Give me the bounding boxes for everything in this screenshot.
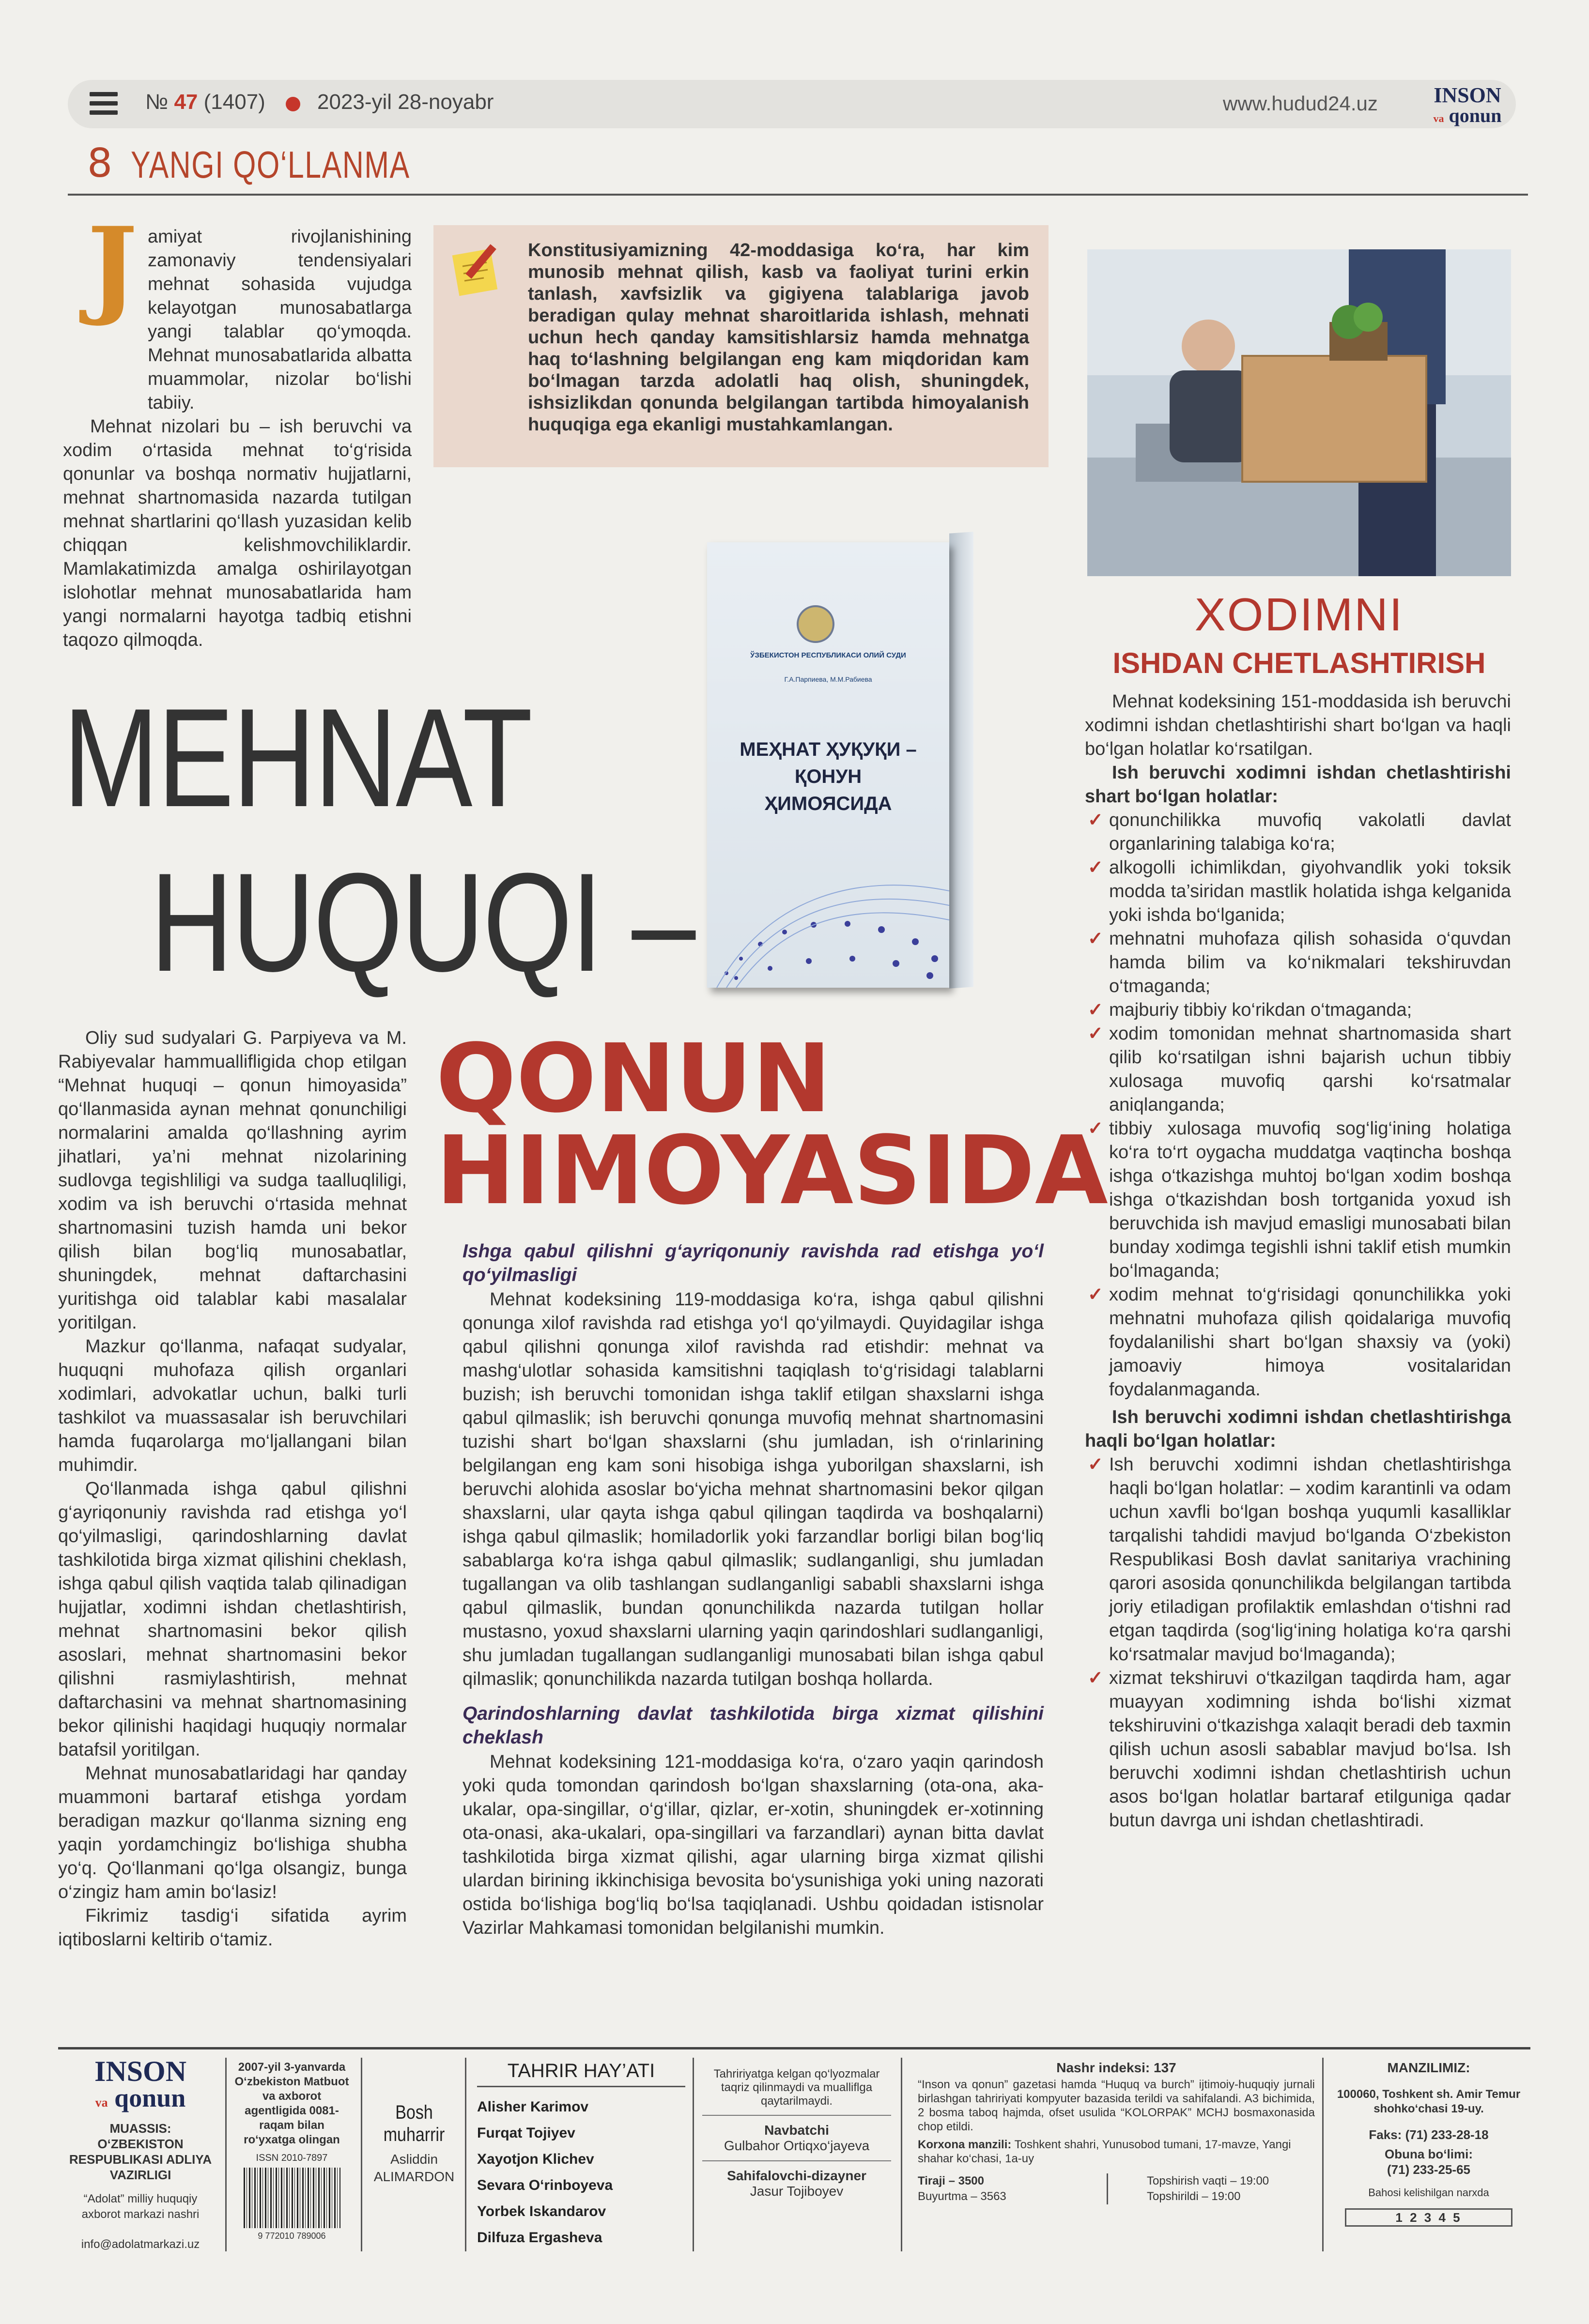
footer-logo-block: INSON va qonun MUASSIS: O‘ZBEKISTON RESPUBLIKASI ADLIYA VAZIRLIGI “Adolat” milliy huquqiy axborot markazi nashri info@adolatmarkazi.uz	[69, 2055, 212, 2251]
check-item: ✓ xodim mehnat to‘g‘risidagi qonunchilikka yoki mehnatni muhofaza qilish qoidalariga muvofiq foydalanilishi shart bo‘lgan shaxsiy va (yoki) jamoaviy himoya vositalaridan foydalanmaganda.	[1085, 1283, 1511, 1402]
website-url: www.hudud24.uz	[1223, 92, 1378, 115]
right-column-text: Mehnat kodeksining 151-moddasida ish beruvchi xodimni ishdan chetlashtirishi shart bo‘lgan va haqli bo‘lgan holatlar ko‘rsatilgan. Ish beruvchi xodimni ishdan chetlashtirishi shart bo‘lgan holatlar: ✓ qonunchilikka muvofiq vakolatli davlat organlarining talabiga ko‘ra; ✓ alkogolli ichimlikdan, giyohvandlik yoki toksik modda ta’siridan mastlik holatida ishga kelganida yoki ishda bo‘lganida; ✓ mehnatni muhofaza qilish sohasida o‘quvdan hamda bilim va ko‘nikmalari tekshiruvdan o‘tmaganda; ✓ majburiy tibbiy ko‘rikdan o‘tmaganda; ✓ xodim tomonidan mehnat shartnomasida shart qilib ko‘rsatilgan ishni bajarish uchun tibbiy xulosaga muvofiq qarshi ko‘rsatmalar aniqlanganda; ✓ tibbiy xulosaga muvofiq sog‘lig‘ining holatiga ko‘ra to‘rt oygacha muddatga vaqtincha boshqa ishga o‘tkazishga muhtoj bo‘lgan xodim boshqa ishga o‘tkazishdan bosh tortganida yoxud ish beruvchida ish mavjud emasligi munosabati bilan bunday xodimga tegishli ishni taklif etish mumkin bo‘lmaganda; ✓ xodim mehnat to‘g‘risidagi qonunchilikka yoki mehnatni muhofaza qilish qoidalariga muvofiq foydalanilishi shart bo‘lgan shaxsiy va (yoki) jamoaviy himoya vositalaridan foydalanmaganda. Ish beruvchi xodimni ishdan chetlashtirishga haqli bo‘lgan holatlar: ✓ Ish beruvchi xodimni ishdan chetlashtirishga haqli bo‘lgan holatlar: – xodim karantinli va odam uchun xavfli bo‘lgan boshqa yuqumli kasalliklar tarqalishi tahdidi mavjud bo‘lganda O‘zbekiston Respublikasi Bosh davlat sanitariya vrachining qarori asosida qonunchilikda belgilangan tartibda joriy etiladigan profilaktik emlashdan o‘tishni rad etgan taqdirda (sog‘lig‘ining holatiga ko‘ra qarshi ko‘rsatmalar mavjud bo‘lmaganda); ✓ xizmat tekshiruvi o‘tkazilgan taqdirda ham, agar muayyan xodimning ishda bo‘lishi xizmat tekshiruvini o‘tkazishga xalaqit beradi deb taxmin qilish uchun asosli sabablar mavjud bo‘lsa. Ish beruvchi xodimni ishdan chetlashtirish uchun asos bo‘lgan holatlar bartaraf etilguniga qadar butun davrga uni ishdan chetlashtiradi.	[1085, 690, 1511, 1833]
barcode-image	[244, 2168, 340, 2228]
sidebar-title-2: ISHDAN CHETLASHTIRISH	[1112, 647, 1486, 679]
check-item: ✓ xodim tomonidan mehnat shartnomasida shart qilib ko‘rsatilgan ishni bajarish uchun tibbiy xulosaga muvofiq qarshi ko‘rsatmalar aniqlanganda;	[1085, 1022, 1511, 1117]
footer-rule	[58, 2047, 1530, 2049]
check-item: ✓ qonunchilikka muvofiq vakolatli davlat organlarining talabiga ko‘ra;	[1085, 809, 1511, 856]
title-line-4: HIMOYASIDA	[436, 1116, 1108, 1225]
weekday-box: 1 2 3 4 5	[1345, 2208, 1512, 2227]
check-item: ✓ majburiy tibbiy ko‘rikdan o‘tmaganda;	[1085, 998, 1511, 1022]
emblem-icon	[797, 605, 834, 643]
footer-separator	[1322, 2058, 1324, 2251]
print-info-block: Nashr indeksi: 137 “Inson va qonun” gazetasi hamda “Huquq va burch” ijtimoiy-huquqiy jurnali birlashgan tahririyati kompyuter bazasida terildi va sahifalandi. A3 bichimida, 2 bosma taboq hajmda, ofset usulida “KOLORPAK” MCHJ bosmaxonasida chop etildi. Korxona manzili: Toshkent shahri, Yunusobod tumani, 17-mavze, Yangi shahar ko‘chasi, 1a-uy Tiraji – 3500 Buyurtma – 3563 Topshirish vaqti – 19:00 Topshirildi – 19:00	[918, 2060, 1315, 2204]
section-title: YANGI QO‘LLANMA	[131, 143, 410, 186]
contact-block: MANZILIMIZ: 100060, Toshkent sh. Amir Temur shohko‘chasi 19-uy. Faks: (71) 233-28-18 Obuna bo‘limi: (71) 233-25-65 Bahosi kelishilgan narxda 1 2 3 4 5	[1334, 2060, 1523, 2227]
issue-number: № 47 (1407)	[145, 90, 265, 114]
title-line-2: HUQUQI –	[150, 844, 694, 1001]
newspaper-logo: INSON va qonun	[1433, 83, 1502, 126]
subheading-2: Qarindoshlarning davlat tashkilotida birga xizmat qilishini cheklash	[463, 1703, 1044, 1748]
check-item: ✓ xizmat tekshiruvi o‘tkazilgan taqdirda ham, agar muayyan xodimning ishda bo‘lishi xizmat tekshiruvini o‘tkazishga xalaqit beradi deb taxmin qilish uchun asosli sabablar mavjud bo‘lsa. Ish beruvchi xodimni ishdan chetlashtirish uchun asos bo‘lgan holatlar bartaraf etilguniga qadar butun davrga uni ishdan chetlashtiradi.	[1085, 1667, 1511, 1833]
title-line-1: MEHNAT	[63, 679, 531, 836]
page-number: 8	[87, 140, 113, 186]
book-authors: Г.А.Парпиева, М.М.Рабиева	[784, 675, 872, 683]
footer-separator	[225, 2058, 227, 2251]
left-column-text: Oliy sud sudyalari G. Parpiyeva va M. Rabiyevalar hammuallifligida chop etilgan “Mehnat huquqi – qonun himoyasida” qo‘llanmasida aynan mehnat qonunchiligi normalarini amalda qo‘llashning ayrim jihatlari, ya’ni mehnat nizolarining sudlovga tegishliligi va sudga taalluqliligi, xodim va ish beruvchi o‘rtasida mehnat shartnomasini tuzish hamda uni bekor qilish bilan bog‘liq munosabatlar, shuningdek, mehnat daftarchasini yuritishga oid talablar kabi masalalar yoritilgan. Mazkur qo‘llanma, nafaqat sudyalar, huquqni muhofaza qilish organlari xodimlari, advokatlar uchun, balki turli tashkilot va muassasalar ish beruvchilari hamda fuqarolarga mo‘ljallangani bilan muhimdir. Qo‘llanmada ishga qabul qilishni g‘ayriqonuniy ravishda rad etishga yo‘l qo‘yilmasligi, qarindoshlarning davlat tashkilotida birga xizmat qilishini cheklash, ishga qabul qilish vaqtida talab qilinadigan hujjatlar, xodimni ishdan chetlashtirish, mehnat shartnomasini bekor qilish asoslari, mehnat shartnomasini bekor qilishni rasmiylashtirish, mehnat daftarchasini va mehnat shartnomasining bekor qilinishi haqidagi huquqiy normalar batafsil yoritilgan. Mehnat munosabatlaridagi har qanday muammoni bartaraf etishga yordam beradigan mazkur qo‘llanma sizning eng yaqin yordamchingiz bo‘lishiga shubha yo‘q. Qo‘llanmani qo‘lga olsangiz, bunga o‘zingiz ham amin bo‘lasiz! Fikrimiz tasdig‘i sifatida ayrim iqtiboslarni keltirib o‘tamiz.	[58, 1028, 407, 1950]
issue-date: 2023-yil 28-noyabr	[317, 90, 494, 114]
editorial-board: TAHRIR HAY’ATI Alisher Karimov Furqat Tojiyev Xayotjon Klichev Sevara O‘rinboyeva Yorbek Iskandarov Dilfuza Ergasheva	[477, 2060, 685, 2251]
staff-block: Tahririyatga kelgan qo‘lyozmalar taqriz qilinmaydi va mualliflga qaytarilmaydi. Navbatchi Gulbahor Ortiqxo‘jayeva Sahifalovchi-dizayner Jasur Tojiboyev	[702, 2067, 891, 2199]
fired-employee-photo	[1087, 249, 1511, 576]
intro-text: amiyat rivojlanishining zamonaviy tendensiyalari mehnat sohasida vujudga kelayotgan munosabatlarga yangi talablar qo‘ymoqda. Mehnat munosabatlarida albatta muammolar, nizolar bo‘lishi tabiiy. Mehnat nizolari bu – ish beruvchi va xodim o‘rtasida mehnat to‘g‘risida qonunlar va boshqa normativ hujjatlarni, mehnat shartnomasida nazarda tutilgan mehnat shartlarini qo‘llash yuzasidan kelib chiqqan kelishmovchiliklardir. Mamlakatimizda amalga oshirilayotgan islohotlar mehnat munosabatlarida ham yangi normalarni hayotga tadbiq etishni taqozo qilmoqda.	[63, 227, 412, 650]
check-item: ✓ mehnatni muhofaza qilish sohasida o‘quvdan hamda bilim va ko‘nikmalari tekshiruvdan o‘tmaganda;	[1085, 927, 1511, 998]
footer-separator	[465, 2058, 466, 2251]
footer-separator	[901, 2058, 902, 2251]
check-item: ✓ tibbiy xulosaga muvofiq sog‘lig‘ining holatiga ko‘ra to‘rt oygacha muddatga vaqtincha boshqa ishga o‘tkazishga muhtoj bo‘lgan xodim boshqa ishga o‘tkazishdan bosh tortganida yoxud ish beruvchida ish mavjud emasligi munosabati bilan bunday xodimga tegishli ishni taklif etish mumkin bo‘lmaganda;	[1085, 1117, 1511, 1283]
constitution-quote: Konstitusiyamizning 42-moddasiga ko‘ra, har kim munosib mehnat qilish, kasb va faoliyat turini erkin tanlash, xavfsizlik va gigiyena talablariga javob beradigan qulay mehnat sharoitlarida ishlash, mehnati uchun hech qanday kamsitishlarsiz hamda mehnatga haq to‘lashning belgilangan eng kam miqdoridan kam bo‘lmagan tarzda adolatli haq olish, shuningdek, ishsizlikdan qonunda belgilangan tartibda himoyalanish huquqiga ega ekanligi mustahkamlangan.	[528, 240, 1029, 435]
footer-separator	[361, 2058, 362, 2251]
header-rule	[68, 194, 1528, 196]
registration-block: 2007-yil 3-yanvarda O‘zbekiston Matbuot va axborot agentligida 0081-raqam bilan ro‘yxatga olingan ISSN 2010-7897 9 772010 789006	[234, 2061, 349, 2241]
check-item: ✓ alkogolli ichimlikdan, giyohvandlik yoki toksik modda ta’siridan mastlik holatida ishga kelganida yoki ishda bo‘lganida;	[1085, 856, 1511, 927]
title-line-3: QONUN	[436, 1024, 832, 1133]
book-cover-image	[707, 513, 978, 988]
separator-dot	[286, 97, 300, 111]
sidebar-title-1: XODIMNI	[1194, 589, 1404, 641]
pencil-note-icon	[448, 237, 511, 300]
book-title: МЕҲНАТ ҲУҚУҚИ – ҚОНУН ҲИМОЯСИДА	[740, 739, 917, 814]
chief-editor-block: Bosh muharrir Asliddin ALIMARDON	[373, 2102, 455, 2184]
menu-icon	[90, 92, 118, 116]
check-item: ✓ Ish beruvchi xodimni ishdan chetlashtirishga haqli bo‘lgan holatlar: – xodim karantinli va odam uchun xavfli bo‘lgan boshqa yuqumli kasalliklar tarqalishi tahdidi mavjud bo‘lganda O‘zbekiston Respublikasi Bosh davlat sanitariya vrachining qarori asosida qonunchilikda belgilangan tartibda joriy etiladigan profilaktik emlashdan o‘tishni rad etgan taqdirda (sog‘lig‘ining holatiga ko‘ra qarshi ko‘rsatmalar mavjud bo‘lmaganda);	[1085, 1453, 1511, 1667]
book-dot-pattern	[707, 813, 949, 988]
footer-separator	[693, 2058, 694, 2251]
middle-column-text: Ishga qabul qilishni g‘ayriqonuniy ravishda rad etishga yo‘l qo‘yilmasligi Mehnat kodeksining 119-moddasiga ko‘ra, ishga qabul qilishni qonunga xilof ravishda rad etishga yo‘l qo‘yilmaydi. Quyidagilar ishga qabul qilishni qonunga xilof ravishda rad etishdir: mehnat va mashg‘ulotlar sohasida kamsitishni taqiqlash to‘g‘risidagi talablarni buzish; ish beruvchi tomonidan ishga taklif etilgan shaxslarni ishga qabul qilmaslik; ish beruvchi qonunga muvofiq mehnat shartnomasini tuzishi shart bo‘lgan shaxslarni (shu jumladan, ish o‘rinlarining belgilangan eng kam soni hisobiga ishga yuborilgan shaxslarni, ish beruvchi alohida asoslar bo‘yicha mehnat shartnomasini bekor qilgan shaxslarni, ular qayta ishga qabul qilingan taqdirda va boshqalarni) ishga qabul qilmaslik; homiladorlik yoki farzandlar borligi bilan bog‘liq sabablarga ko‘ra ishga qabul qilmaslik; sudlanganligi, shu jumladan tugallangan va olib tashlangan sudlanganligi sababli shaxslarni ishga qabul qilmaslik, bundan qonunchilikda nazarda tutilgan hollar mustasno, yoxud shaxslarni ularning yaqin qarindoshlari sudlanganligi, shu jumladan tugallangan sudlanganligi munosabati bilan ishga qabul qilmaslik; qonunchilikda nazarda tutilgan boshqa hollarda. Qarindoshlarning davlat tashkilotida birga xizmat qilishini cheklash Mehnat kodeksining 121-moddasiga ko‘ra, o‘zaro yaqin qarindosh yoki quda tomondan qarindosh bo‘lgan shaxslarning (ota-ona, aka-ukalar, opa-singillar, o‘g‘illar, qizlar, er-xotin, shuningdek er-xotinning ota-onasi, aka-ukalari, opa-singillari va farzandlari) aynan bitta davlat tashkilotida birga xizmat qilishi, agar ularning birga xizmat qilishi ulardan birining ikkinchisiga bevosita bo‘ysunishiga yoki uning nazorati ostida bo‘lishiga bog‘liq bo‘lsa taqiqlanadi. Ushbu qoidadan istisnolar Vazirlar Mahkamasi tomonidan belgilanishi mumkin.	[463, 1239, 1044, 1940]
book-publisher: ЎЗБЕКИСТОН РЕСПУБЛИКАСИ ОЛИЙ СУДИ	[750, 651, 906, 659]
drop-cap: J	[87, 203, 138, 329]
subheading-1: Ishga qabul qilishni g‘ayriqonuniy ravishda rad etishga yo‘l qo‘yilmasligi	[463, 1241, 1044, 1285]
